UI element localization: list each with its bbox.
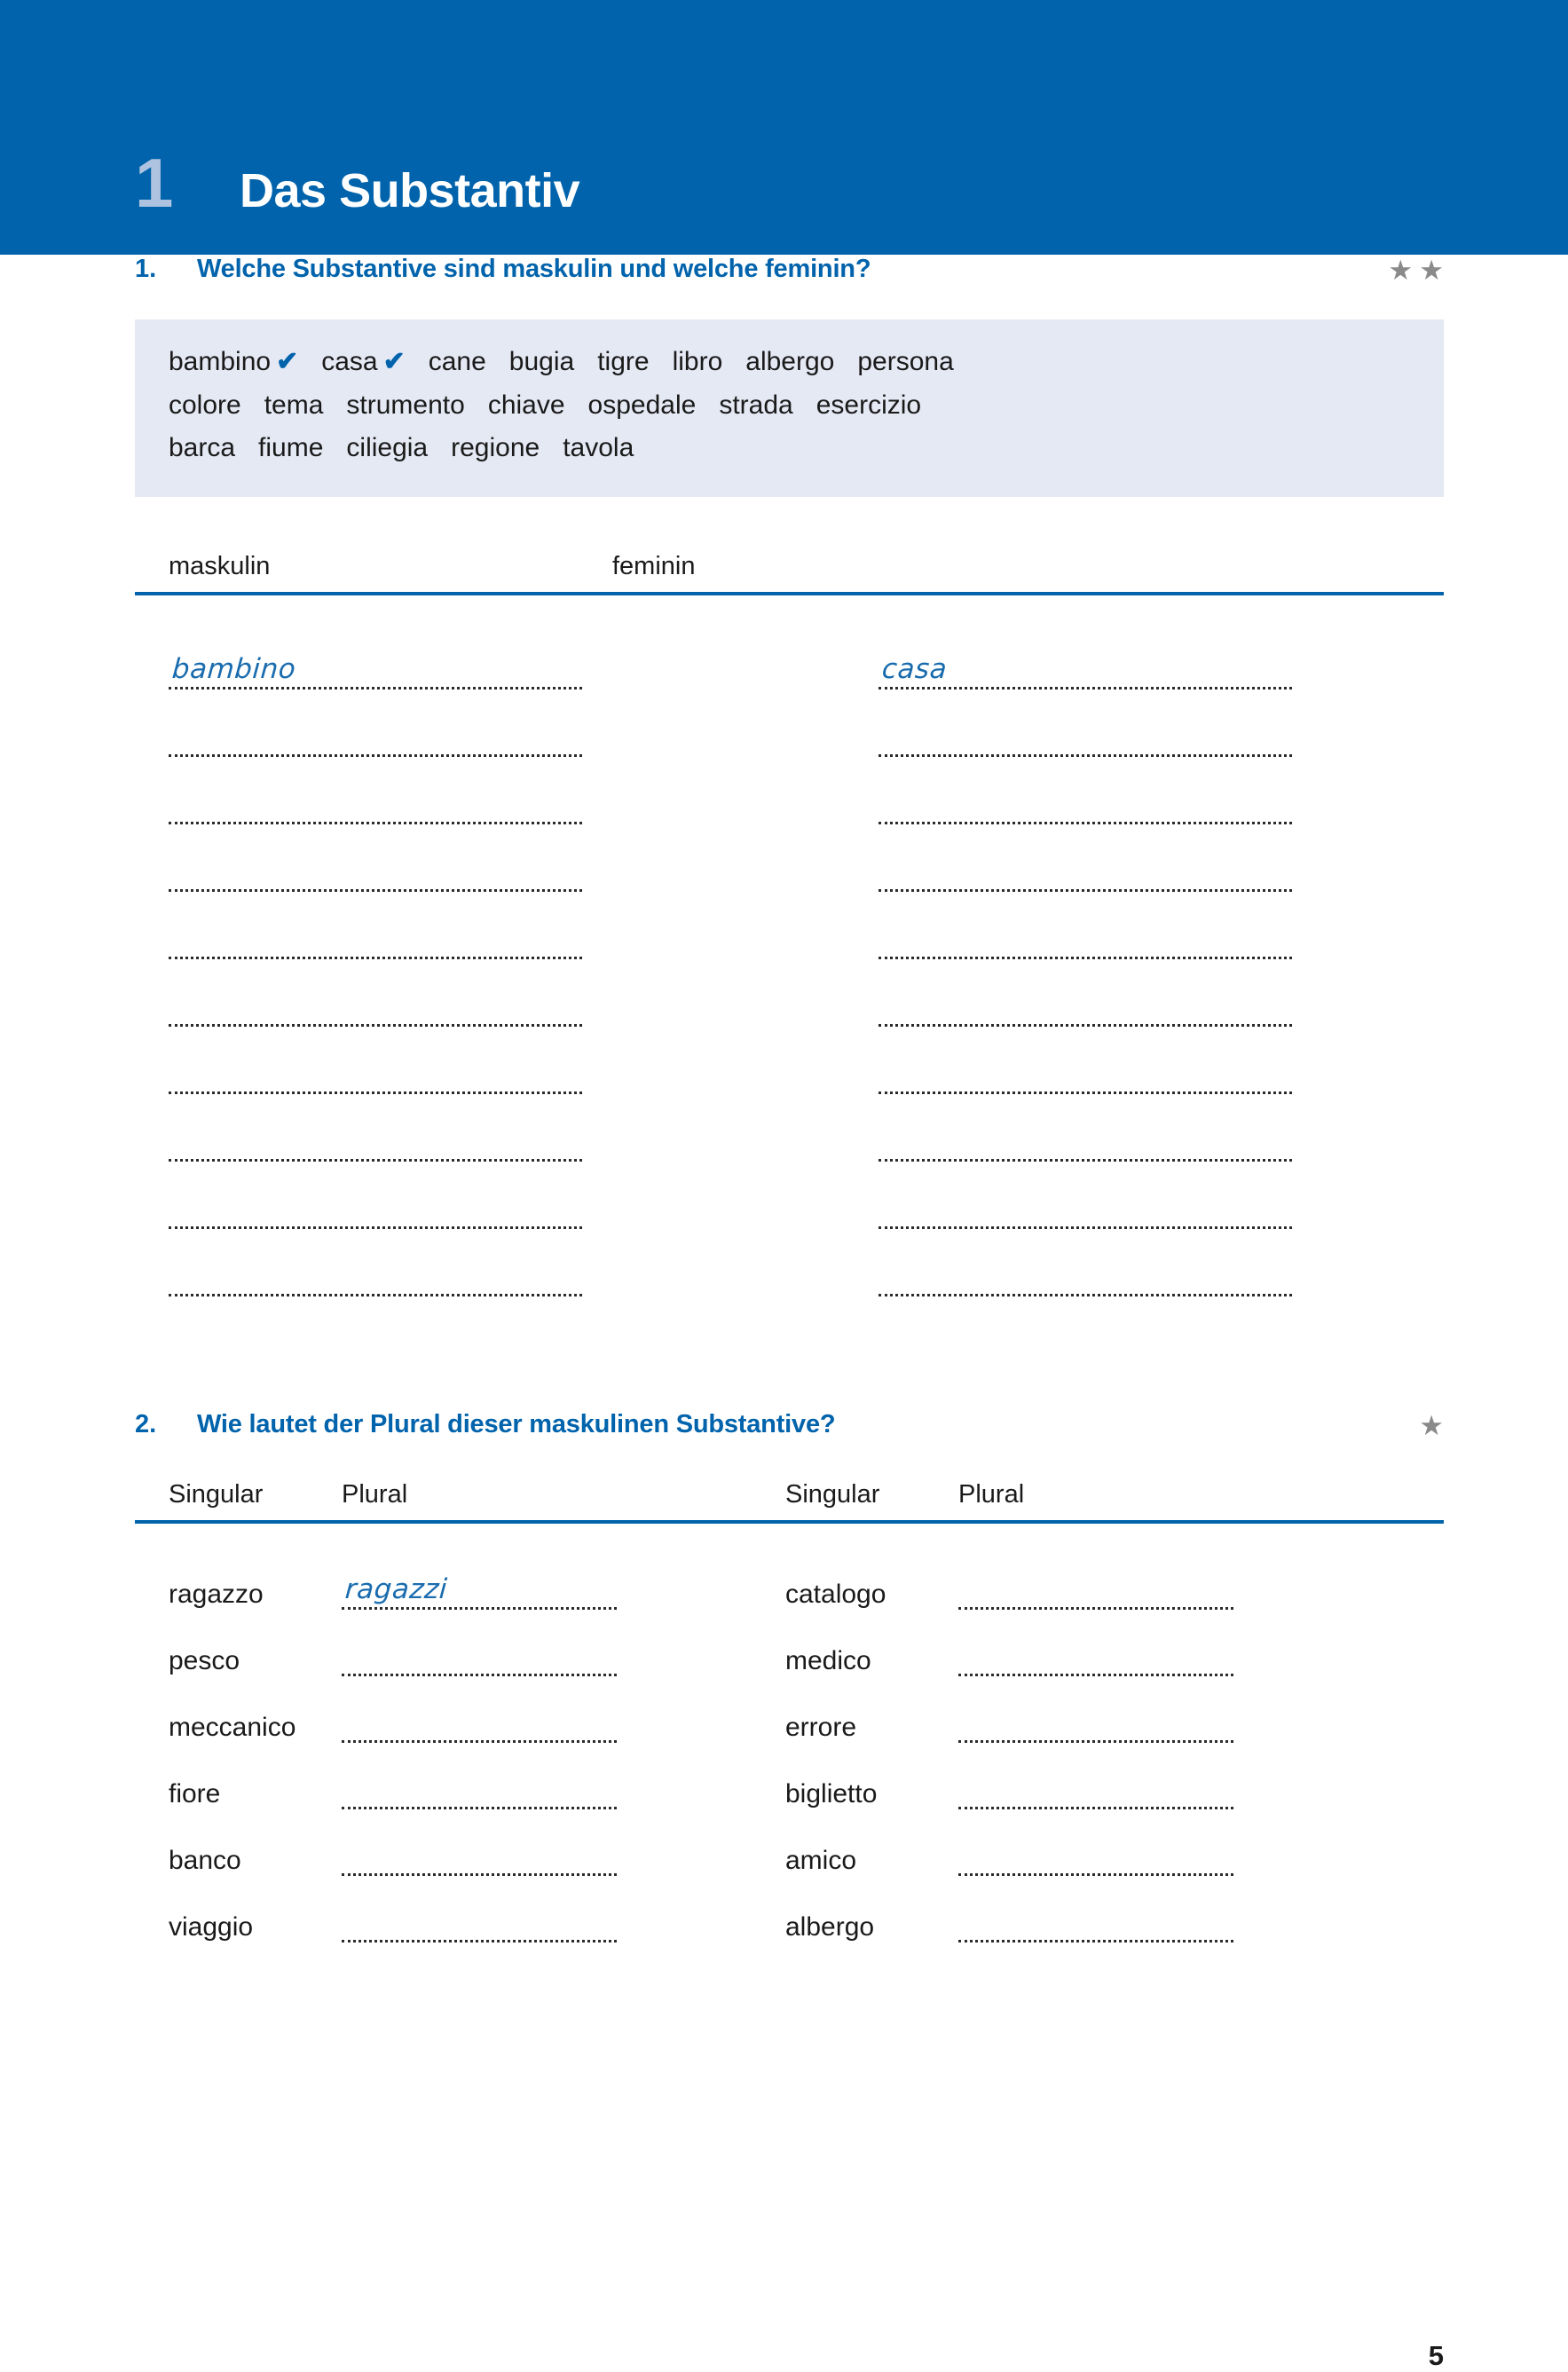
dotted-rule — [958, 1740, 1233, 1743]
column-header-plural-left: Plural — [342, 1479, 408, 1509]
plural-answer-left[interactable] — [342, 1565, 617, 1613]
word-bank-item[interactable]: tigre — [597, 347, 650, 376]
word-bank-item[interactable]: ospedale — [587, 390, 697, 420]
exercise-2-difficulty-stars — [1419, 1409, 1444, 1441]
column-header-singular-left: Singular — [169, 1479, 264, 1509]
word-bank-item[interactable]: ciliegia — [346, 433, 429, 463]
plural-answer-left[interactable] — [342, 1632, 617, 1680]
dotted-rule — [342, 1740, 617, 1743]
plural-answer-right[interactable] — [958, 1898, 1233, 1946]
word-bank-item[interactable]: casa — [321, 347, 378, 376]
difficulty-star-icon: ★ — [1419, 1409, 1444, 1441]
table-row — [169, 1613, 1444, 1680]
exercise-2-table-body — [135, 1547, 1444, 1946]
dotted-rule — [958, 1807, 1233, 1809]
answer-line[interactable] — [169, 1027, 612, 1094]
exercise-2-title: Wie lautet der Plural dieser maskulinen Substantive? — [197, 1409, 836, 1438]
singular-word-right: medico — [785, 1645, 871, 1675]
exercise-1-column-headers — [135, 552, 1444, 581]
chapter-header-band — [0, 0, 1568, 255]
plural-answer-left[interactable] — [342, 1832, 617, 1879]
singular-word-left: meccanico — [169, 1712, 296, 1742]
answer-line[interactable] — [879, 824, 1322, 892]
answer-line[interactable] — [169, 690, 612, 757]
dotted-rule — [342, 1940, 617, 1943]
exercise-1-number: 1. — [135, 255, 157, 283]
answer-line[interactable] — [169, 1094, 612, 1162]
plural-answer-left[interactable] — [342, 1898, 617, 1946]
exercise-2-heading — [135, 1410, 1444, 1439]
plural-answer-right[interactable] — [958, 1765, 1233, 1813]
singular-word-right: catalogo — [785, 1579, 886, 1609]
singular-word-left: ragazzo — [169, 1579, 264, 1609]
word-bank-item[interactable]: libro — [672, 347, 723, 376]
dotted-rule — [958, 1873, 1233, 1876]
answer-line[interactable] — [879, 1229, 1322, 1296]
exercise-1-title: Welche Substantive sind maskulin und welche feminin? — [197, 255, 871, 283]
handwritten-answer: bambino — [170, 652, 297, 685]
difficulty-star-icon: ★ — [1419, 255, 1444, 286]
singular-word-right: amico — [785, 1845, 857, 1875]
word-bank-item[interactable]: regione — [451, 433, 540, 463]
dotted-rule — [342, 1807, 617, 1809]
word-bank-item[interactable]: barca — [169, 433, 236, 463]
plural-answer-right[interactable] — [958, 1698, 1233, 1746]
answer-line[interactable] — [879, 1162, 1322, 1229]
exercise-2 — [135, 1410, 1444, 1946]
column-header-singular-right: Singular — [785, 1479, 880, 1509]
exercise-2-number: 2. — [135, 1409, 157, 1438]
exercise-1-maskulin-column — [169, 622, 612, 1296]
dotted-rule — [342, 1607, 617, 1610]
answer-line[interactable] — [879, 1094, 1322, 1162]
singular-word-left: pesco — [169, 1645, 240, 1675]
answer-line[interactable] — [169, 1229, 612, 1296]
word-bank-row — [135, 384, 1444, 428]
exercise-2-column-headers — [135, 1480, 1444, 1509]
dotted-rule — [958, 1607, 1233, 1610]
word-bank-item[interactable]: strumento — [346, 390, 465, 420]
dotted-rule — [958, 1940, 1233, 1943]
word-bank-item[interactable]: tavola — [563, 433, 634, 463]
answer-line[interactable] — [169, 757, 612, 824]
table-row — [169, 1746, 1444, 1813]
table-row — [169, 1813, 1444, 1879]
checkmark-icon: ✔ — [276, 347, 299, 376]
word-bank-item[interactable]: persona — [857, 347, 954, 376]
chapter-number: 1 — [135, 144, 173, 222]
column-header-plural-right: Plural — [958, 1479, 1025, 1509]
word-bank-item[interactable]: strada — [719, 390, 793, 420]
dotted-rule — [342, 1674, 617, 1676]
singular-word-left: viaggio — [169, 1911, 254, 1942]
word-bank-item[interactable]: chiave — [487, 390, 565, 420]
answer-line[interactable] — [879, 959, 1322, 1027]
answer-line[interactable] — [879, 757, 1322, 824]
word-bank-item[interactable]: cane — [428, 347, 486, 376]
answer-line[interactable] — [879, 622, 1322, 690]
exercise-1-answer-grid — [135, 622, 1444, 1296]
word-bank-row — [135, 341, 1444, 384]
dotted-rule — [342, 1873, 617, 1876]
handwritten-answer: ragazzi — [343, 1572, 449, 1605]
word-bank-item[interactable]: tema — [264, 390, 324, 420]
chapter-title: Das Substantiv — [240, 164, 580, 217]
table-row — [169, 1680, 1444, 1746]
plural-answer-right[interactable] — [958, 1632, 1233, 1680]
checkmark-icon: ✔ — [382, 347, 406, 376]
exercise-1-feminin-column — [879, 622, 1322, 1296]
answer-line[interactable] — [169, 1162, 612, 1229]
word-bank-item[interactable]: esercizio — [816, 390, 922, 420]
page-content — [135, 255, 1444, 1946]
handwritten-answer: casa — [880, 652, 949, 685]
plural-answer-left[interactable] — [342, 1698, 617, 1746]
answer-line[interactable] — [169, 824, 612, 892]
page-number: 5 — [1428, 2340, 1444, 2371]
difficulty-star-icon: ★ — [1388, 255, 1414, 286]
chapter-header-inner — [135, 144, 580, 222]
exercise-2-header-rule — [135, 1520, 1444, 1524]
answer-line[interactable] — [169, 622, 612, 690]
answer-line[interactable] — [169, 892, 612, 959]
dotted-rule — [879, 1294, 1292, 1296]
word-bank-item[interactable]: albergo — [745, 347, 835, 376]
exercise-1-word-bank — [135, 319, 1444, 497]
page-body — [0, 255, 1568, 2371]
singular-word-left: banco — [169, 1845, 241, 1875]
answer-line[interactable] — [879, 1027, 1322, 1094]
exercise-1 — [135, 255, 1444, 1296]
word-bank-item[interactable]: bugia — [508, 347, 575, 376]
singular-word-left: fiore — [169, 1778, 221, 1809]
plural-answer-right[interactable] — [958, 1832, 1233, 1879]
word-bank-row — [135, 427, 1444, 470]
singular-word-right: biglietto — [785, 1778, 878, 1809]
exercise-1-difficulty-stars — [1388, 256, 1444, 284]
plural-answer-left[interactable] — [342, 1765, 617, 1813]
table-row — [169, 1879, 1444, 1946]
column-header-maskulin: maskulin — [169, 551, 271, 580]
answer-line[interactable] — [169, 959, 612, 1027]
singular-word-right: albergo — [785, 1911, 875, 1942]
word-bank-item[interactable]: bambino — [169, 347, 272, 376]
exercise-1-heading — [135, 255, 1444, 284]
dotted-rule — [169, 1294, 582, 1296]
word-bank-item[interactable]: colore — [169, 390, 241, 420]
word-bank-item[interactable]: fiume — [258, 433, 324, 463]
singular-word-right: errore — [785, 1712, 857, 1742]
answer-line[interactable] — [879, 892, 1322, 959]
table-row — [169, 1547, 1444, 1613]
column-header-feminin: feminin — [612, 551, 696, 580]
plural-answer-right[interactable] — [958, 1565, 1233, 1613]
dotted-rule — [958, 1674, 1233, 1676]
exercise-1-header-rule — [135, 592, 1444, 595]
answer-line[interactable] — [879, 690, 1322, 757]
